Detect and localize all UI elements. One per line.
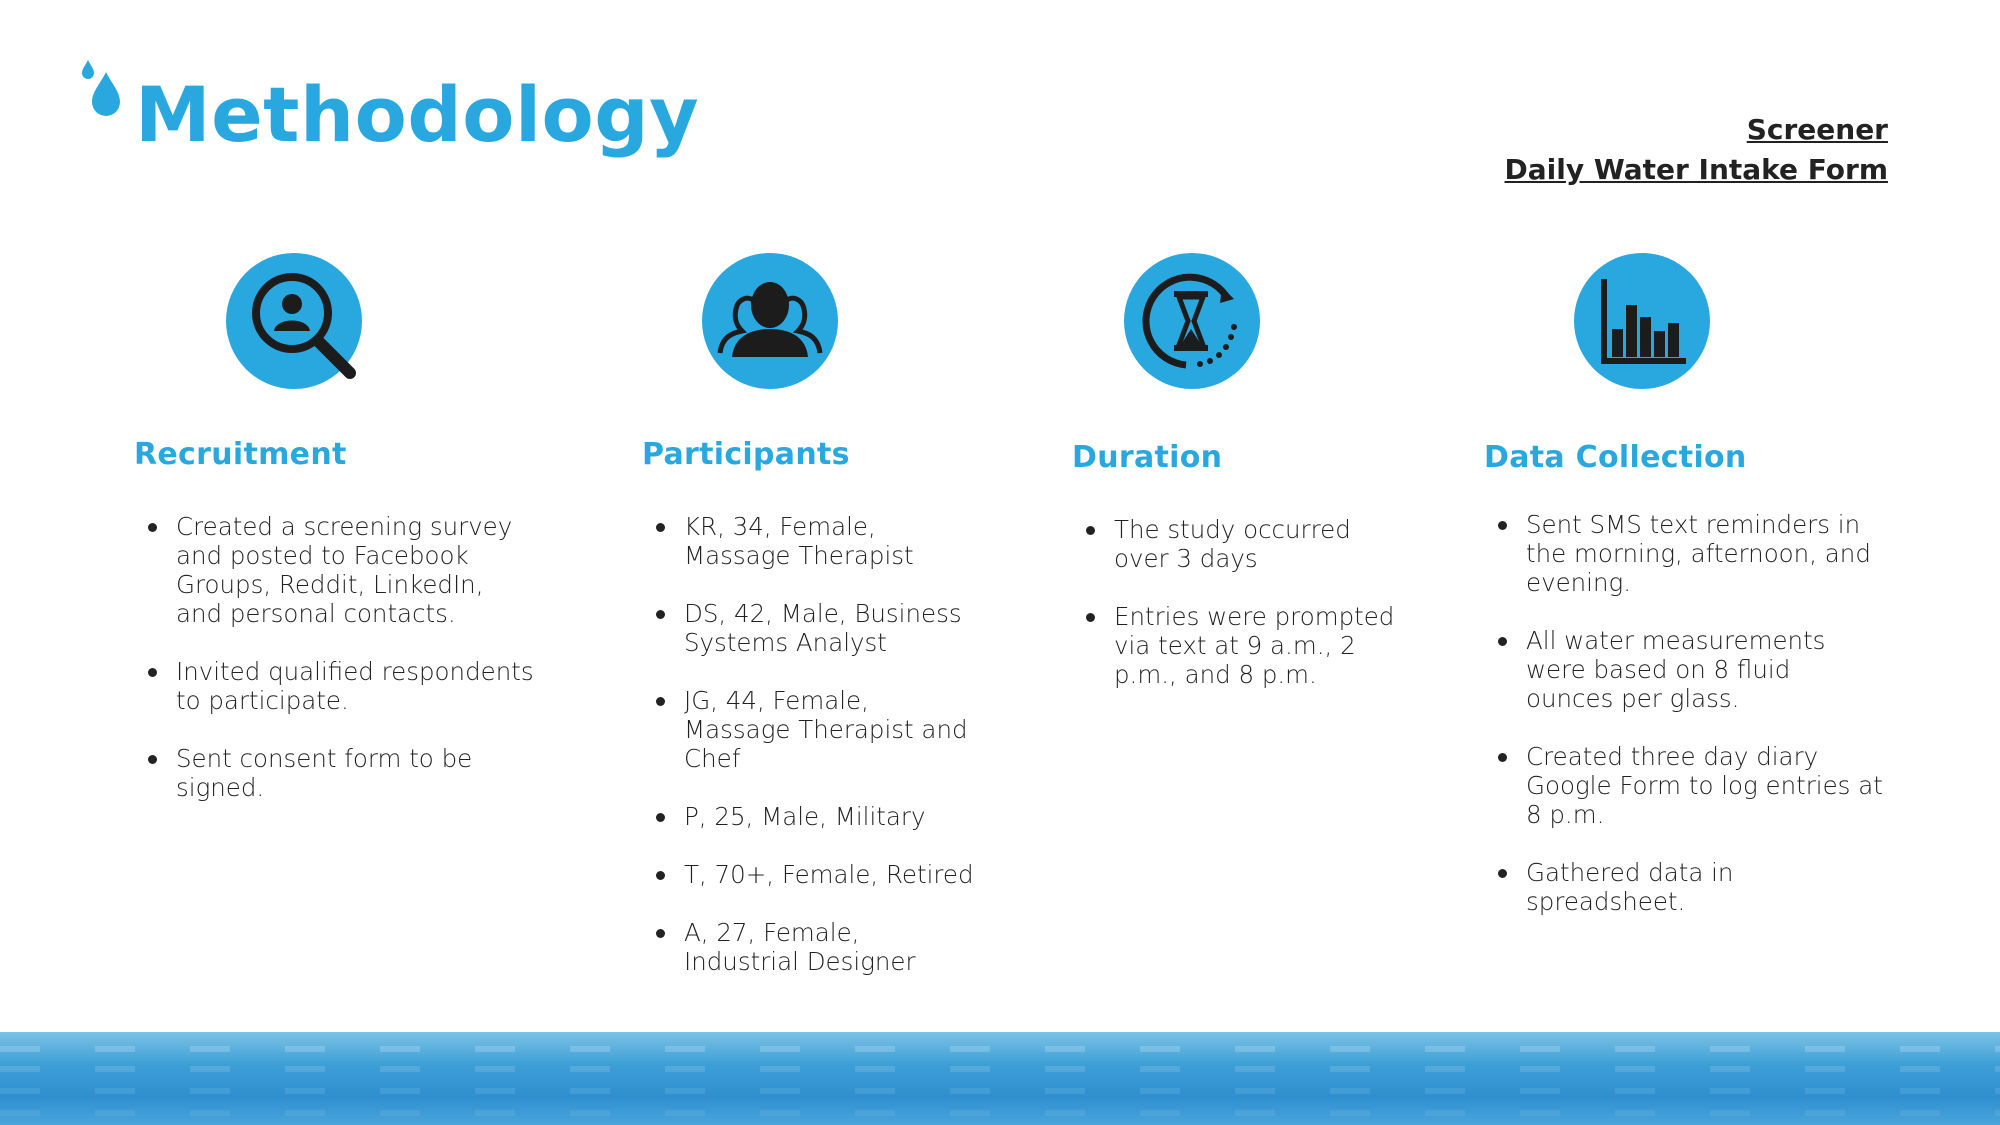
duration-icon-badge <box>1124 253 1260 389</box>
list-item: Sent SMS text reminders in the morning, afternoon, and evening. <box>1484 510 1884 597</box>
page-title: Methodology <box>135 70 700 159</box>
list-item: A, 27, Female, Industrial Designer <box>642 918 982 976</box>
list-item: Gathered data in spreadsheet. <box>1484 858 1884 916</box>
duration-list <box>1072 515 1402 689</box>
participants-section <box>642 437 982 1005</box>
recruitment-icon-badge <box>226 253 362 389</box>
list-item: The study occurred over 3 days <box>1072 515 1402 573</box>
screener-link[interactable]: Screener <box>1746 113 1888 146</box>
list-item: Sent consent form to be signed. <box>134 744 534 802</box>
group-people-icon <box>702 253 838 389</box>
hourglass-timer-icon <box>1124 253 1260 389</box>
recruitment-list <box>134 512 534 802</box>
participants-icon-badge <box>702 253 838 389</box>
recruitment-section <box>134 437 534 831</box>
list-item: All water measurements were based on 8 fluid ounces per glass. <box>1484 626 1884 713</box>
search-person-icon <box>226 253 362 389</box>
list-item: Created three day diary Google Form to log entries at 8 p.m. <box>1484 742 1884 829</box>
participants-heading: Participants <box>642 437 850 472</box>
daily-water-intake-form-link[interactable]: Daily Water Intake Form <box>1504 153 1888 186</box>
list-item: JG, 44, Female, Massage Therapist and Chef <box>642 686 982 773</box>
data-collection-list <box>1484 510 1884 916</box>
list-item: Created a screening survey and posted to Facebook Groups, Reddit, LinkedIn, and personal contacts. <box>134 512 534 628</box>
data-collection-heading: Data Collection <box>1484 440 1747 475</box>
header-links <box>1505 110 1889 190</box>
list-item: P, 25, Male, Military <box>642 802 982 831</box>
list-item: Entries were prompted via text at 9 a.m., 2 p.m., and 8 p.m. <box>1072 602 1402 689</box>
recruitment-heading: Recruitment <box>134 437 347 472</box>
list-item: T, 70+, Female, Retired <box>642 860 982 889</box>
water-drop-icon <box>78 58 128 128</box>
water-footer-image <box>0 1032 2000 1125</box>
participants-list <box>642 512 982 976</box>
duration-heading: Duration <box>1072 440 1223 475</box>
list-item: KR, 34, Female, Massage Therapist <box>642 512 982 570</box>
duration-section <box>1072 440 1402 718</box>
bar-chart-icon <box>1574 253 1710 389</box>
data-collection-section <box>1484 440 1884 945</box>
data-collection-icon-badge <box>1574 253 1710 389</box>
list-item: Invited qualified respondents to participate. <box>134 657 534 715</box>
list-item: DS, 42, Male, Business Systems Analyst <box>642 599 982 657</box>
